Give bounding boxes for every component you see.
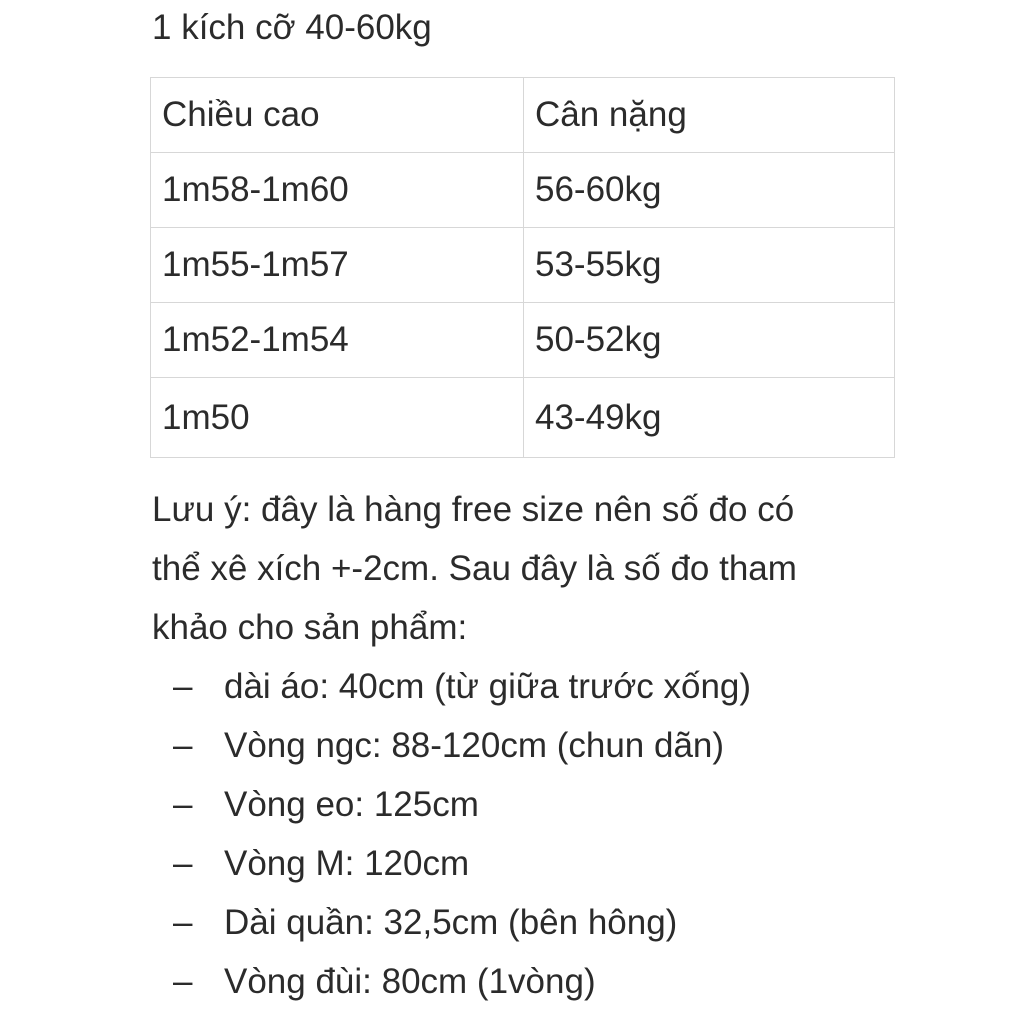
size-table <box>150 77 895 458</box>
table-row <box>151 303 895 378</box>
table-header-row <box>151 78 895 153</box>
cell-height: 1m55-1m57 <box>151 228 524 303</box>
note-line: Lưu ý: đây là hàng free size nên số đo có <box>152 490 795 529</box>
bullet-dash: – <box>173 726 193 765</box>
header-weight: Cân nặng <box>524 78 895 153</box>
measurement-text: Dài quần: 32,5cm (bên hông) <box>224 903 678 942</box>
table-row <box>151 153 895 228</box>
bullet-dash: – <box>173 903 193 942</box>
measurement-text: Vòng ngc: 88-120cm (chun dãn) <box>224 726 725 765</box>
cell-weight: 43-49kg <box>524 378 895 458</box>
note-line: khảo cho sản phẩm: <box>152 608 468 647</box>
measurement-text: Vòng M: 120cm <box>224 844 470 883</box>
bullet-dash: – <box>173 667 193 706</box>
cell-height: 1m52-1m54 <box>151 303 524 378</box>
cell-weight: 56-60kg <box>524 153 895 228</box>
header-height: Chiều cao <box>151 78 524 153</box>
measurement-text: Vòng đùi: 80cm (1vòng) <box>224 962 596 1001</box>
page-heading: 1 kích cỡ 40-60kg <box>152 8 432 47</box>
bullet-dash: – <box>173 962 193 1001</box>
cell-weight: 50-52kg <box>524 303 895 378</box>
bullet-dash: – <box>173 844 193 883</box>
cell-weight: 53-55kg <box>524 228 895 303</box>
size-note <box>152 480 912 657</box>
cell-height: 1m50 <box>151 378 524 458</box>
measurement-text: dài áo: 40cm (từ giữa trước xống) <box>224 667 752 706</box>
table-row <box>151 378 895 458</box>
cell-height: 1m58-1m60 <box>151 153 524 228</box>
note-line: thể xê xích +-2cm. Sau đây là số đo tham <box>152 549 797 588</box>
measurement-text: Vòng eo: 125cm <box>224 785 479 824</box>
bullet-dash: – <box>173 785 193 824</box>
table-row <box>151 228 895 303</box>
